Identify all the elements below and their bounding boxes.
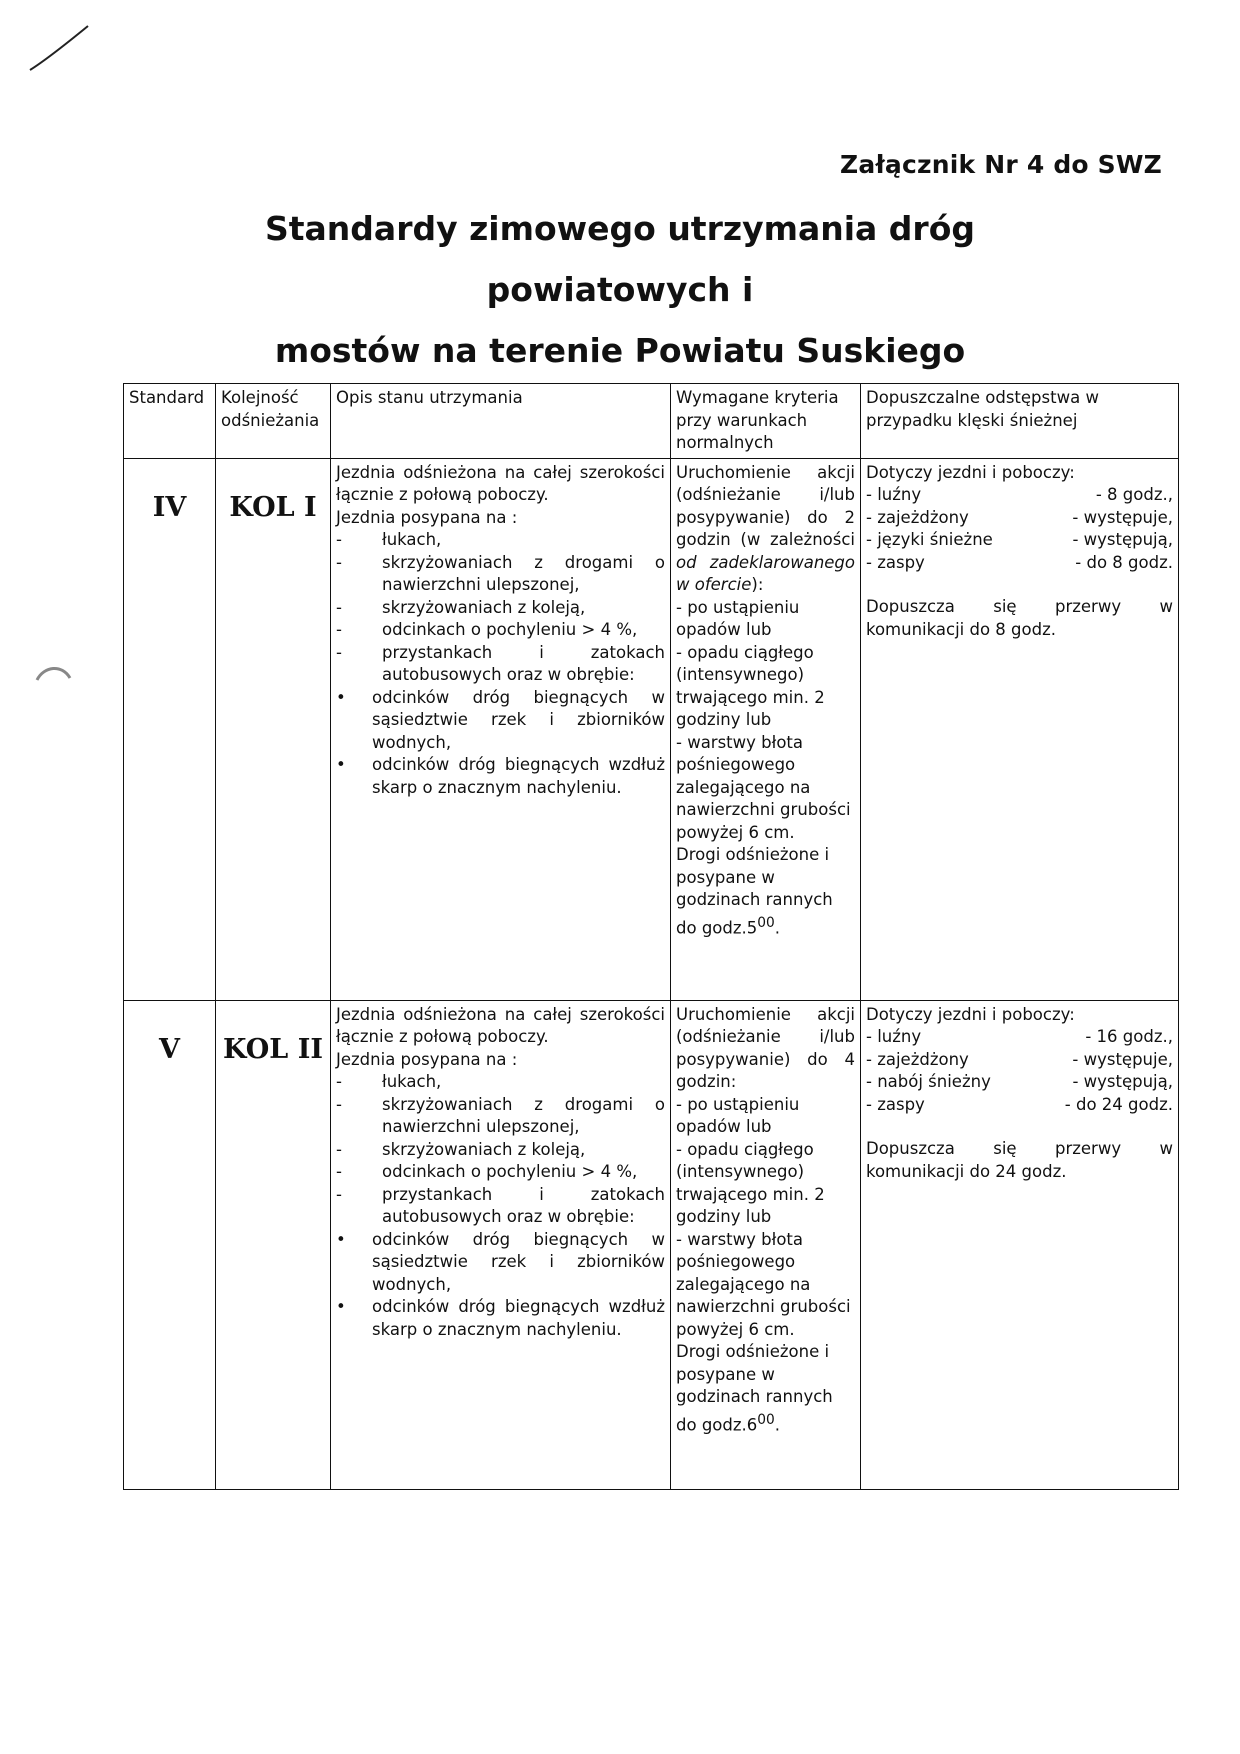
header-standard: Standard: [124, 384, 216, 459]
list-item: - skrzyżowaniach z koleją,: [336, 1139, 586, 1159]
list-item: • odcinków dróg biegnących w sąsiedztwie rzek i zbiorników wodnych,: [336, 687, 665, 752]
list-item: - odcinkach o pochyleniu > 4 %,: [336, 1162, 638, 1181]
list-item: - nabój śnieżny - występują,: [866, 1072, 1173, 1091]
crit-end: Drogi odśnieżone i posypane w godzinach rannych do $godz.6^{00}$.: [676, 1342, 833, 1434]
list-item: • odcinków dróg biegnących wzdłuż skarp o znacznym nachyleniu.: [336, 755, 665, 797]
scan-artifact-icon: [34, 662, 74, 684]
list-item: - zajeżdżony - występuje,: [866, 507, 1173, 527]
list-item: - języki śnieżne - występują,: [866, 530, 1173, 549]
crit-item: - opadu ciągłego (intensywnego) trwającego min. 2 godziny lub: [676, 642, 825, 729]
annex-label: Załącznik Nr 4 do SWZ: [840, 150, 1162, 179]
crit-item: - po ustąpieniu opadów lub: [676, 1094, 800, 1136]
list-item: - luźny - 8 godz.,: [866, 485, 1173, 504]
crit-item: - warstwy błota pośniegowego zalegającego na nawierzchni grubości powyżej 6 cm.: [676, 732, 851, 842]
crit-item: - opadu ciągłego (intensywnego) trwającego min. 2 godziny lub: [676, 1139, 825, 1226]
list-item: - skrzyżowaniach z koleją,: [336, 597, 586, 617]
title-line-1: Standardy zimowego utrzymania dróg powiatowych i: [265, 209, 975, 309]
crit-start: Uruchomienie akcji (odśnieżanie i/lub posypywanie) do 4 godzin:: [676, 1004, 855, 1091]
list-item: • odcinków dróg biegnących wzdłuż skarp o znacznym nachyleniu.: [336, 1297, 665, 1339]
order-cell: KOL II: [216, 1000, 331, 1489]
list-item: - zajeżdżony - występuje,: [866, 1049, 1173, 1069]
document-title: [150, 198, 1090, 381]
table-row: [124, 1000, 1179, 1489]
standard-cell: V: [124, 1000, 216, 1489]
list-item: - skrzyżowaniach z drogami o nawierzchni ulepszonej,: [336, 552, 665, 594]
list-item: - łukach,: [336, 1072, 442, 1091]
dev-intro: Dotyczy jezdni i poboczy:: [866, 1004, 1075, 1024]
criteria-cell: [671, 458, 861, 1000]
description-cell: [331, 1000, 671, 1489]
list-item: • odcinków dróg biegnących w sąsiedztwie rzek i zbiorników wodnych,: [336, 1229, 665, 1294]
list-item: - luźny - 16 godz.,: [866, 1027, 1173, 1046]
crit-item: - po ustąpieniu opadów lub: [676, 597, 800, 639]
desc-intro: Jezdnia odśnieżona na całej szerokości łącznie z połową poboczy.: [336, 1004, 665, 1046]
header-order: Kolejność odśnieżania: [216, 384, 331, 459]
crit-start: Uruchomienie akcji (odśnieżanie i/lub posypywanie) do 2 godzin (w zależności od zadeklarowanego w ofercie):: [676, 462, 855, 594]
dev-intro: Dotyczy jezdni i poboczy:: [866, 462, 1075, 482]
criteria-cell: [671, 1000, 861, 1489]
list-item: - przystankach i zatokach autobusowych oraz w obrębie:: [336, 642, 665, 684]
list-item: - łukach,: [336, 530, 442, 549]
pen-stroke-mark: [28, 24, 90, 74]
header-criteria: Wymagane kryteria przy warunkach normalnych: [671, 384, 861, 459]
desc-sanded: Jezdnia posypana na :: [336, 507, 518, 527]
header-deviations: Dopuszczalne odstępstwa w przypadku klęski śnieżnej: [861, 384, 1179, 459]
header-description: Opis stanu utrzymania: [331, 384, 671, 459]
list-item: - przystankach i zatokach autobusowych oraz w obrębie:: [336, 1184, 665, 1226]
list-item: - zaspy - do 24 godz.: [866, 1094, 1173, 1114]
dev-note: Dopuszcza się przerwy w komunikacji do 8 godz.: [866, 597, 1173, 639]
dev-note: Dopuszcza się przerwy w komunikacji do 24 godz.: [866, 1139, 1173, 1181]
deviations-cell: [861, 1000, 1179, 1489]
description-cell: [331, 458, 671, 1000]
standards-table: [123, 383, 1179, 1490]
list-item: - odcinkach o pochyleniu > 4 %,: [336, 620, 638, 639]
order-cell: KOL I: [216, 458, 331, 1000]
list-item: - zaspy - do 8 godz.: [866, 552, 1173, 572]
title-line-2: mostów na terenie Powiatu Suskiego: [274, 331, 966, 370]
list-item: - skrzyżowaniach z drogami o nawierzchni ulepszonej,: [336, 1094, 665, 1136]
crit-end: Drogi odśnieżone i posypane w godzinach rannych do $godz.5^{00}$.: [676, 845, 833, 937]
table-row: [124, 458, 1179, 1000]
table-header-row: [124, 384, 1179, 459]
desc-sanded: Jezdnia posypana na :: [336, 1049, 518, 1069]
standard-cell: IV: [124, 458, 216, 1000]
desc-intro: Jezdnia odśnieżona na całej szerokości łącznie z połową poboczy.: [336, 462, 665, 504]
deviations-cell: [861, 458, 1179, 1000]
crit-item: - warstwy błota pośniegowego zalegającego na nawierzchni grubości powyżej 6 cm.: [676, 1229, 851, 1339]
